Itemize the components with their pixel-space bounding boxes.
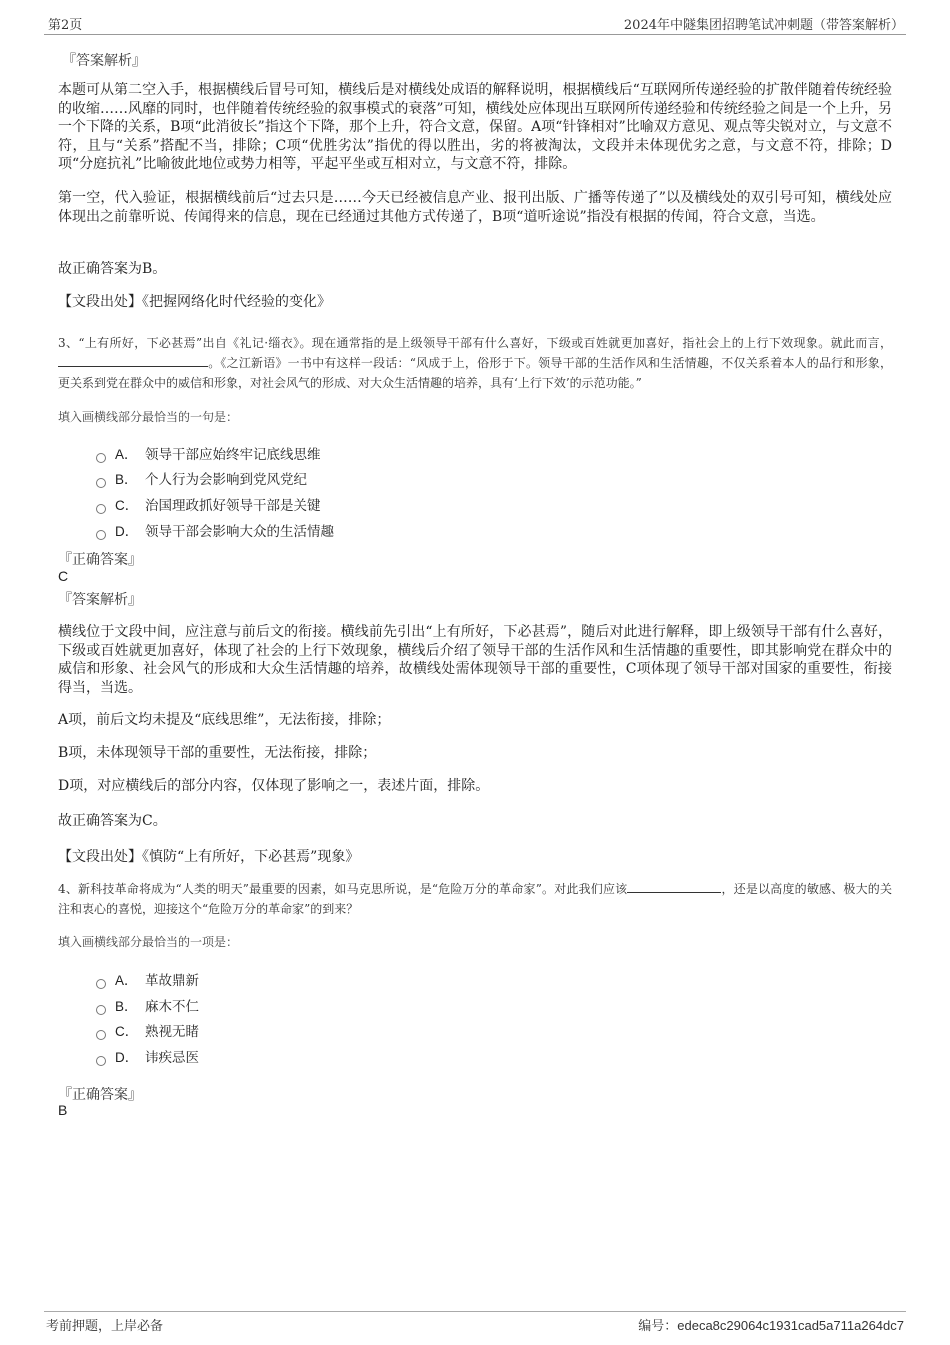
page-number: 第2页	[48, 18, 83, 33]
radio-icon[interactable]	[96, 504, 106, 514]
radio-icon[interactable]	[96, 979, 106, 989]
q4-answer: B	[58, 1102, 68, 1118]
q2-source: 【文段出处】《把握网络化时代经验的变化》	[58, 294, 331, 310]
q3-ask: 填入画横线部分最恰当的一句是：	[58, 410, 239, 424]
q4-answer-label: 『正确答案』	[58, 1087, 142, 1103]
q2-analysis-label: 『答案解析』	[62, 53, 146, 69]
q4-blank	[627, 880, 721, 893]
q4-stem-after: ，还是以高度的敏感、极大的关注和衷心的喜悦，迎接这个“危险万分的革命家”的到来？	[58, 882, 892, 916]
radio-icon[interactable]	[96, 1005, 106, 1015]
q3-blank	[58, 354, 208, 367]
radio-icon[interactable]	[96, 530, 106, 540]
q3-analysis-option-b: B项，未体现领导干部的重要性，无法衔接，排除；	[58, 745, 377, 761]
q4-option-d[interactable]: D． 讳疾忌医	[96, 1046, 199, 1066]
document-title: 2024年中隧集团招聘笔试冲刺题（带答案解析）	[623, 18, 904, 33]
q4-ask: 填入画横线部分最恰当的一项是：	[58, 935, 239, 949]
page-header	[44, 14, 906, 35]
q2-analysis-para1: 本题可从第二空入手，根据横线后冒号可知，横线后是对横线处成语的解释说明，根据横线后“互联网所传递经验的扩散伴随着传统经验的收缩……风靡的同时，也伴随着传统经验的叙事模式的衰落”可知，横线处应体现出互联网所传递经验和传统经验之间是一个上升，另一个下降的关系，B项“此消彼长”指这个下降，那个上升，符合文意，保留。A项“针锋相对”比喻双方意见、观点等尖锐对立，与文意不符，且与“关系”搭配不当，排除；C项“优胜劣汰”指优的得以胜出，劣的将被淘汰，文段并未体现优劣之意，与文意不符，排除；D项“分庭抗礼”比喻彼此地位或势力相等，平起平坐或互相对立，与文意不符，排除。	[58, 82, 892, 172]
radio-icon[interactable]	[96, 453, 106, 463]
q3-option-c[interactable]: C． 治国理政抓好领导干部是关键	[96, 494, 321, 514]
q3-stem	[58, 333, 892, 393]
radio-icon[interactable]	[96, 1056, 106, 1066]
q4-stem-before: 4、新科技革命将成为“人类的明天”最重要的因素，如马克思所说，是“危险万分的革命家”。对此我们应该	[58, 882, 628, 896]
q3-analysis-label: 『答案解析』	[58, 592, 142, 608]
q3-conclusion: 故正确答案为C。	[58, 813, 167, 829]
q3-option-a[interactable]: A． 领导干部应始终牢记底线思维	[96, 443, 321, 463]
q3-analysis-option-d: D项，对应横线后的部分内容，仅体现了影响之一，表述片面，排除。	[58, 778, 490, 794]
q3-analysis-para1: 横线位于文段中间，应注意与前后文的衔接。横线前先引出“上有所好，下必甚焉”，随后对此进行解释，即上级领导干部有什么喜好，下级或百姓就更加喜好，体现了社会的上行下效现象，横线后介绍了领导干部的生活作风和生活情趣的重要性，即其影响党在群众中的威信和形象、社会风气的形成和大众生活情趣的培养，故横线处需体现领导干部的重要性，C项体现了领导干部对国家的重要性，衔接得当，当选。	[58, 624, 892, 696]
q3-stem-before: 3、“上有所好，下必甚焉”出自《礼记·缁衣》。现在通常指的是上级领导干部有什么喜好，下级或百姓就更加喜好，指社会上的上行下效现象。就此而言，	[58, 336, 892, 350]
q4-stem	[58, 879, 892, 919]
q3-option-d[interactable]: D． 领导干部会影响大众的生活情趣	[96, 520, 334, 540]
q3-source: 【文段出处】《慎防“上有所好，下必甚焉”现象》	[58, 849, 360, 865]
q3-answer-label: 『正确答案』	[58, 552, 142, 568]
q3-stem-after: 。《之江新语》一书中有这样一段话：“风成于上，俗形于下。领导干部的生活作风和生活情趣，不仅关系着本人的品行和形象，更关系到党在群众中的威信和形象，对社会风气的形成、对大众生活情趣的培养，具有‘上行下效’的示范功能。”	[58, 356, 892, 390]
q2-analysis-para2: 第一空，代入验证，根据横线前后“过去只是……今天已经被信息产业、报刊出版、广播等传递了”以及横线处的双引号可知，横线处应体现出之前靠听说、传闻得来的信息，现在已经通过其他方式传递了，B项“道听途说”指没有根据的传闻，符合文意，当选。	[58, 190, 892, 225]
radio-icon[interactable]	[96, 1030, 106, 1040]
page-footer	[44, 1311, 906, 1334]
footer-slogan: 考前押题，上岸必备	[46, 1319, 164, 1334]
document-code: 编号：edeca8c29064c1931cad5a711a264dc7	[638, 1318, 904, 1334]
q4-option-c[interactable]: C． 熟视无睹	[96, 1020, 199, 1040]
q4-option-b[interactable]: B． 麻木不仁	[96, 995, 199, 1015]
radio-icon[interactable]	[96, 478, 106, 488]
q3-option-b[interactable]: B． 个人行为会影响到党风党纪	[96, 468, 307, 488]
q3-answer: C	[58, 568, 69, 584]
q2-conclusion: 故正确答案为B。	[58, 261, 167, 277]
q3-analysis-option-a: A项，前后文均未提及“底线思维”，无法衔接，排除；	[58, 712, 391, 728]
q4-option-a[interactable]: A． 革故鼎新	[96, 969, 199, 989]
